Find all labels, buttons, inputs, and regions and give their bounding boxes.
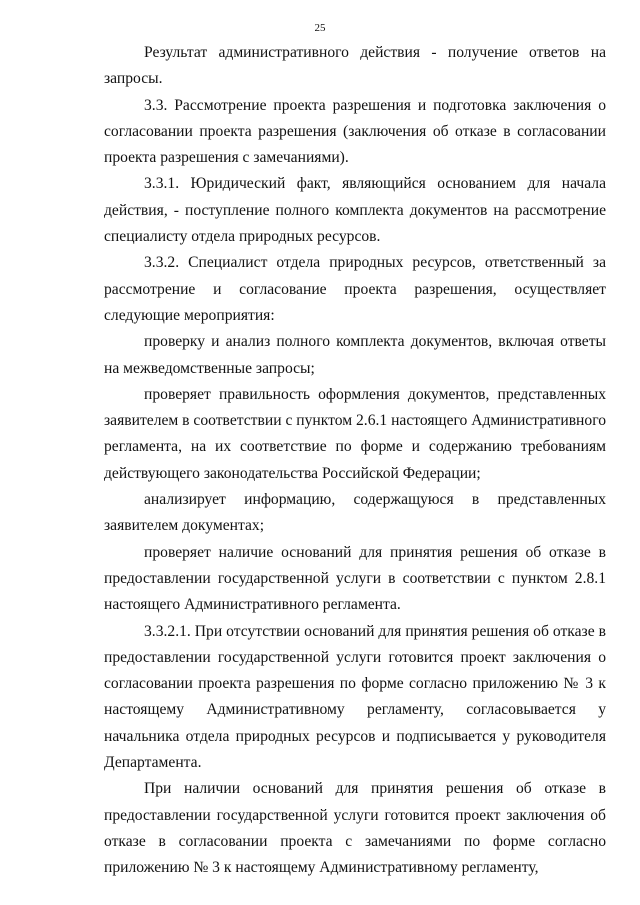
document-body (104, 40, 606, 882)
paragraph-3-3: 3.3. Рассмотрение проекта разрешения и подготовка заключения о согласовании проекта разрешения (заключения об отказе в согласовании проекта разрешения с замечаниями). (104, 96, 606, 167)
paragraph-refusal-grounds: При наличии оснований для принятия решения об отказе в предоставлении государственной услуги готовится проект заключения об отказе в согласовании проекта с замечаниями по форме согласно приложению № 3 к настоящему Административному регламенту, (104, 780, 606, 877)
paragraph-3-3-2: 3.3.2. Специалист отдела природных ресурсов, ответственный за рассмотрение и согласование проекта разрешения, осуществляет следующие мероприятия: (104, 254, 606, 324)
list-item-check-documents: проверку и анализ полного комплекта документов, включая ответы на межведомственные запросы; (104, 333, 606, 377)
list-item-analyze-info: анализирует информацию, содержащуюся в представленных заявителем документах; (104, 491, 606, 535)
list-item-check-correctness: проверяет правильность оформления документов, представленных заявителем в соответствии с пунктом 2.6.1 настоящего Административного регламента, на их соответствие по форме и содержанию требованиям действующего законодательства Российской Федерации; (104, 385, 606, 482)
page-number: 25 (314, 22, 326, 34)
paragraph-result: Результат административного действия - получение ответов на запросы. (104, 44, 606, 88)
list-item-check-grounds: проверяет наличие оснований для принятия решения об отказе в предоставлении государственной услуги в соответствии с пунктом 2.8.1 настоящего Административного регламента. (104, 543, 606, 614)
paragraph-3-3-2-1: 3.3.2.1. При отсутствии оснований для принятия решения об отказе в предоставлении государственной услуги готовится проект заключения о согласовании проекта разрешения по форме согласно приложению № 3 к настоящему Административному регламенту, согласовывается у начальника отдела природных ресурсов и подписывается у руководителя Департамента. (104, 622, 606, 772)
paragraph-3-3-1: 3.3.1. Юридический факт, являющийся основанием для начала действия, - поступление полного комплекта документов на рассмотрение специалисту отдела природных ресурсов. (104, 175, 606, 246)
